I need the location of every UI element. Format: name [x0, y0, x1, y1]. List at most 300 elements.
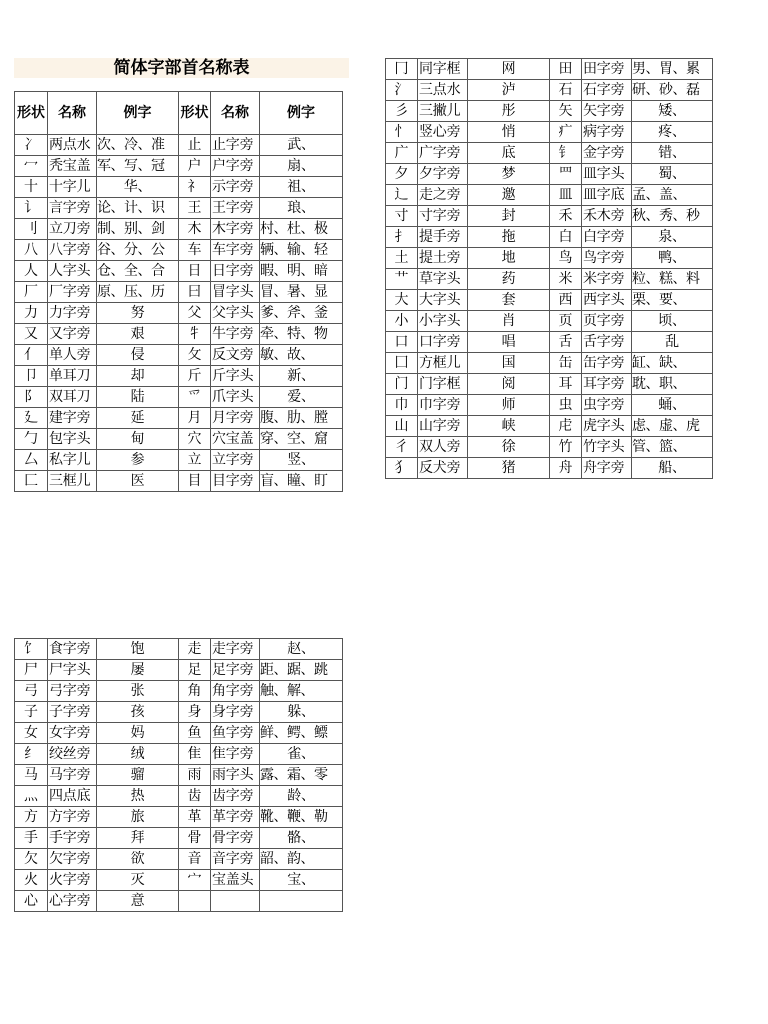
radical-shape: 曰 — [179, 282, 211, 303]
table-row — [15, 303, 343, 324]
example-chars: 热 — [97, 786, 179, 807]
example-chars: 甸 — [97, 429, 179, 450]
radical-shape: 饣 — [15, 639, 48, 660]
radical-name: 耳字旁 — [582, 374, 632, 395]
example-chars: 国 — [468, 353, 550, 374]
radical-name: 双人旁 — [418, 437, 468, 458]
table-row — [15, 744, 343, 765]
radical-name: 鸟字旁 — [582, 248, 632, 269]
radical-shape: 米 — [550, 269, 582, 290]
radical-shape: 彳 — [386, 437, 418, 458]
radical-name: 子字旁 — [48, 702, 97, 723]
example-chars: 爱、 — [260, 387, 343, 408]
example-chars: 参 — [97, 450, 179, 471]
example-chars: 鸭、 — [632, 248, 713, 269]
radical-name: 身字旁 — [211, 702, 260, 723]
example-chars: 地 — [468, 248, 550, 269]
table-row — [15, 639, 343, 660]
radical-name: 户字旁 — [211, 156, 260, 177]
table-row — [386, 269, 713, 290]
radical-shape: 尸 — [15, 660, 48, 681]
table-row — [15, 156, 343, 177]
example-chars: 武、 — [260, 135, 343, 156]
radical-shape: 大 — [386, 290, 418, 311]
example-chars: 华、 — [97, 177, 179, 198]
radical-name: 田字旁 — [582, 59, 632, 80]
radical-shape: 皿 — [550, 185, 582, 206]
example-chars: 军、写、冠 — [97, 156, 179, 177]
radical-name: 同字框 — [418, 59, 468, 80]
header-name: 名称 — [48, 92, 97, 135]
radical-name: 冒字头 — [211, 282, 260, 303]
radical-shape: 舌 — [550, 332, 582, 353]
example-chars: 栗、要、 — [632, 290, 713, 311]
radical-name: 米字旁 — [582, 269, 632, 290]
example-chars: 医 — [97, 471, 179, 492]
example-chars: 船、 — [632, 458, 713, 479]
radical-shape: 弓 — [15, 681, 48, 702]
example-chars: 努 — [97, 303, 179, 324]
radical-name: 雨字头 — [211, 765, 260, 786]
example-chars: 雀、 — [260, 744, 343, 765]
radical-name: 单耳刀 — [48, 366, 97, 387]
radical-shape: 角 — [179, 681, 211, 702]
radical-shape — [179, 891, 211, 912]
table-row — [15, 324, 343, 345]
table-row — [386, 332, 713, 353]
table-row — [386, 80, 713, 101]
radical-shape: 攵 — [179, 345, 211, 366]
radical-shape: 手 — [15, 828, 48, 849]
radical-shape: 鱼 — [179, 723, 211, 744]
radical-name: 手字旁 — [48, 828, 97, 849]
radical-name: 竹字头 — [582, 437, 632, 458]
example-chars: 琅、 — [260, 198, 343, 219]
radical-name: 目字旁 — [211, 471, 260, 492]
radical-name: 舌字旁 — [582, 332, 632, 353]
table-row — [15, 177, 343, 198]
example-chars: 触、解、 — [260, 681, 343, 702]
radical-name: 建字旁 — [48, 408, 97, 429]
radical-name: 车字旁 — [211, 240, 260, 261]
radical-name: 虎字头 — [582, 416, 632, 437]
radical-name — [211, 891, 260, 912]
example-chars: 悄 — [468, 122, 550, 143]
header-example: 例字 — [97, 92, 179, 135]
table-header-row — [15, 92, 343, 135]
radical-shape: 厂 — [15, 282, 48, 303]
radical-shape: 骨 — [179, 828, 211, 849]
table-row — [15, 471, 343, 492]
radical-shape: 竹 — [550, 437, 582, 458]
radical-shape: 目 — [179, 471, 211, 492]
radical-name: 八字旁 — [48, 240, 97, 261]
radical-shape: 亻 — [15, 345, 48, 366]
radical-shape: 辶 — [386, 185, 418, 206]
example-chars: 冒、暑、显 — [260, 282, 343, 303]
radical-shape: 土 — [386, 248, 418, 269]
example-chars: 盲、瞳、盯 — [260, 471, 343, 492]
radical-shape: 纟 — [15, 744, 48, 765]
radical-table-1 — [14, 91, 343, 492]
radical-shape: 立 — [179, 450, 211, 471]
radical-shape: 阝 — [15, 387, 48, 408]
example-chars: 药 — [468, 269, 550, 290]
radical-shape: 讠 — [15, 198, 48, 219]
radical-name: 齿字旁 — [211, 786, 260, 807]
example-chars: 耽、职、 — [632, 374, 713, 395]
table-row — [15, 282, 343, 303]
radical-name: 王字旁 — [211, 198, 260, 219]
radical-shape: 心 — [15, 891, 48, 912]
table-row — [386, 290, 713, 311]
radical-name: 大字头 — [418, 290, 468, 311]
table-row — [15, 723, 343, 744]
table-row — [386, 206, 713, 227]
radical-shape: 又 — [15, 324, 48, 345]
radical-shape: 革 — [179, 807, 211, 828]
example-chars: 宝、 — [260, 870, 343, 891]
example-chars: 原、压、历 — [97, 282, 179, 303]
example-chars: 矮、 — [632, 101, 713, 122]
radical-shape: 广 — [386, 143, 418, 164]
radical-name: 反文旁 — [211, 345, 260, 366]
radical-name: 鱼字旁 — [211, 723, 260, 744]
radical-shape: 山 — [386, 416, 418, 437]
example-chars: 陆 — [97, 387, 179, 408]
radical-shape: 欠 — [15, 849, 48, 870]
table-row — [386, 101, 713, 122]
example-chars: 顷、 — [632, 311, 713, 332]
radical-name: 隹字旁 — [211, 744, 260, 765]
table-row — [386, 374, 713, 395]
radical-name: 私字儿 — [48, 450, 97, 471]
table-row — [15, 135, 343, 156]
example-chars: 套 — [468, 290, 550, 311]
radical-name: 牛字旁 — [211, 324, 260, 345]
example-chars: 妈 — [97, 723, 179, 744]
radical-shape: 灬 — [15, 786, 48, 807]
radical-name: 金字旁 — [582, 143, 632, 164]
radical-shape: 人 — [15, 261, 48, 282]
radical-shape: 月 — [179, 408, 211, 429]
table-row — [15, 345, 343, 366]
radical-shape: 冫 — [15, 135, 48, 156]
radical-name: 示字旁 — [211, 177, 260, 198]
example-chars: 蛹、 — [632, 395, 713, 416]
example-chars: 新、 — [260, 366, 343, 387]
radical-name: 四点底 — [48, 786, 97, 807]
example-chars: 唱 — [468, 332, 550, 353]
example-chars: 泉、 — [632, 227, 713, 248]
radical-name: 绞丝旁 — [48, 744, 97, 765]
radical-shape: 车 — [179, 240, 211, 261]
table-row — [386, 458, 713, 479]
radical-shape: 足 — [179, 660, 211, 681]
example-chars: 延 — [97, 408, 179, 429]
table-row — [386, 59, 713, 80]
example-chars: 孩 — [97, 702, 179, 723]
header-name: 名称 — [211, 92, 260, 135]
table-row — [386, 353, 713, 374]
table-row — [15, 786, 343, 807]
radical-name: 足字旁 — [211, 660, 260, 681]
radical-name: 皿字头 — [582, 164, 632, 185]
radical-shape: 罒 — [550, 164, 582, 185]
table-row — [386, 395, 713, 416]
example-chars: 腹、肋、膛 — [260, 408, 343, 429]
radical-shape: 田 — [550, 59, 582, 80]
example-chars: 辆、输、轻 — [260, 240, 343, 261]
radical-shape: 日 — [179, 261, 211, 282]
radical-name: 夕字旁 — [418, 164, 468, 185]
example-chars: 韶、韵、 — [260, 849, 343, 870]
radical-name: 心字旁 — [48, 891, 97, 912]
radical-shape: 走 — [179, 639, 211, 660]
radical-shape: 王 — [179, 198, 211, 219]
radical-name: 竖心旁 — [418, 122, 468, 143]
example-chars: 制、别、剑 — [97, 219, 179, 240]
example-chars: 欲 — [97, 849, 179, 870]
table-row — [386, 416, 713, 437]
radical-shape: 木 — [179, 219, 211, 240]
example-chars: 邀 — [468, 185, 550, 206]
radical-name: 巾字旁 — [418, 395, 468, 416]
example-chars: 却 — [97, 366, 179, 387]
radical-name: 斤字头 — [211, 366, 260, 387]
radical-name: 音字旁 — [211, 849, 260, 870]
radical-shape: 石 — [550, 80, 582, 101]
radical-shape: 马 — [15, 765, 48, 786]
radical-name: 止字旁 — [211, 135, 260, 156]
radical-shape: 巾 — [386, 395, 418, 416]
radical-shape: 小 — [386, 311, 418, 332]
radical-name: 三框儿 — [48, 471, 97, 492]
radical-name: 寸字旁 — [418, 206, 468, 227]
table-row — [386, 122, 713, 143]
radical-shape: 钅 — [550, 143, 582, 164]
radical-name: 尸字头 — [48, 660, 97, 681]
radical-name: 页字旁 — [582, 311, 632, 332]
example-chars: 封 — [468, 206, 550, 227]
radical-shape: 鸟 — [550, 248, 582, 269]
radical-shape: 白 — [550, 227, 582, 248]
example-chars: 骝 — [97, 765, 179, 786]
radical-shape: 八 — [15, 240, 48, 261]
table-row — [386, 227, 713, 248]
example-chars: 旅 — [97, 807, 179, 828]
radical-name: 虫字旁 — [582, 395, 632, 416]
example-chars: 躲、 — [260, 702, 343, 723]
example-chars: 穿、空、窟 — [260, 429, 343, 450]
radical-name: 两点水 — [48, 135, 97, 156]
radical-name: 宝盖头 — [211, 870, 260, 891]
radical-shape: 爫 — [179, 387, 211, 408]
radical-shape: 子 — [15, 702, 48, 723]
radical-name: 角字旁 — [211, 681, 260, 702]
radical-shape: 疒 — [550, 122, 582, 143]
example-chars: 徐 — [468, 437, 550, 458]
example-chars: 论、计、识 — [97, 198, 179, 219]
table-row — [15, 408, 343, 429]
example-chars: 意 — [97, 891, 179, 912]
radical-shape: 火 — [15, 870, 48, 891]
example-chars: 距、踞、跳 — [260, 660, 343, 681]
radical-name: 立字旁 — [211, 450, 260, 471]
table-row — [15, 366, 343, 387]
radical-table-2 — [385, 58, 713, 479]
radical-name: 欠字旁 — [48, 849, 97, 870]
radical-name: 日字旁 — [211, 261, 260, 282]
table-row — [386, 248, 713, 269]
radical-name: 食字旁 — [48, 639, 97, 660]
example-chars: 管、篮、 — [632, 437, 713, 458]
radical-shape: 犭 — [386, 458, 418, 479]
example-chars: 爹、斧、釜 — [260, 303, 343, 324]
table-row — [15, 261, 343, 282]
example-chars: 缸、缺、 — [632, 353, 713, 374]
example-chars: 扇、 — [260, 156, 343, 177]
page-title: 简体字部首名称表 — [14, 58, 349, 78]
example-chars: 赵、 — [260, 639, 343, 660]
radical-name: 禾木旁 — [582, 206, 632, 227]
example-chars: 竖、 — [260, 450, 343, 471]
example-chars: 次、冷、准 — [97, 135, 179, 156]
table-row — [386, 185, 713, 206]
radical-name: 包字头 — [48, 429, 97, 450]
radical-shape: 门 — [386, 374, 418, 395]
table-row — [15, 240, 343, 261]
radical-name: 白字旁 — [582, 227, 632, 248]
radical-shape: 页 — [550, 311, 582, 332]
table-row — [15, 849, 343, 870]
table-row — [386, 311, 713, 332]
example-chars: 网 — [468, 59, 550, 80]
radical-name: 舟字旁 — [582, 458, 632, 479]
table-row — [15, 387, 343, 408]
example-chars: 靴、鞭、勒 — [260, 807, 343, 828]
table-row — [15, 681, 343, 702]
table-row — [15, 828, 343, 849]
example-chars: 梦 — [468, 164, 550, 185]
example-chars: 师 — [468, 395, 550, 416]
radical-name: 单人旁 — [48, 345, 97, 366]
radical-shape: 匚 — [15, 471, 48, 492]
radical-name: 言字旁 — [48, 198, 97, 219]
radical-shape: 舟 — [550, 458, 582, 479]
example-chars: 蜀、 — [632, 164, 713, 185]
table-row — [15, 765, 343, 786]
radical-shape: 禾 — [550, 206, 582, 227]
radical-shape: 户 — [179, 156, 211, 177]
example-chars: 牵、特、物 — [260, 324, 343, 345]
example-chars: 饱 — [97, 639, 179, 660]
radical-name: 骨字旁 — [211, 828, 260, 849]
example-chars: 拖 — [468, 227, 550, 248]
example-chars: 研、砂、磊 — [632, 80, 713, 101]
radical-name: 父字头 — [211, 303, 260, 324]
table-row — [15, 870, 343, 891]
radical-name: 三撇儿 — [418, 101, 468, 122]
radical-shape: 矢 — [550, 101, 582, 122]
table-row — [15, 429, 343, 450]
radical-name: 方框儿 — [418, 353, 468, 374]
radical-name: 口字旁 — [418, 332, 468, 353]
radical-shape: 耳 — [550, 374, 582, 395]
example-chars: 艰 — [97, 324, 179, 345]
example-chars — [260, 891, 343, 912]
table-row — [15, 807, 343, 828]
radical-name: 月字旁 — [211, 408, 260, 429]
radical-shape: 止 — [179, 135, 211, 156]
radical-shape: 寸 — [386, 206, 418, 227]
example-chars: 肖 — [468, 311, 550, 332]
radical-name: 小字头 — [418, 311, 468, 332]
radical-name: 矢字旁 — [582, 101, 632, 122]
radical-shape: 穴 — [179, 429, 211, 450]
table-row — [386, 164, 713, 185]
example-chars: 屡 — [97, 660, 179, 681]
radical-shape: 齿 — [179, 786, 211, 807]
radical-name: 火字旁 — [48, 870, 97, 891]
radical-shape: 音 — [179, 849, 211, 870]
radical-shape: 牜 — [179, 324, 211, 345]
radical-shape: 夕 — [386, 164, 418, 185]
radical-shape: 厶 — [15, 450, 48, 471]
radical-name: 缶字旁 — [582, 353, 632, 374]
radical-shape: 艹 — [386, 269, 418, 290]
radical-shape: 父 — [179, 303, 211, 324]
radical-name: 方字旁 — [48, 807, 97, 828]
example-chars: 猪 — [468, 458, 550, 479]
table-row — [15, 891, 343, 912]
example-chars: 露、霜、零 — [260, 765, 343, 786]
header-example: 例字 — [260, 92, 343, 135]
example-chars: 虑、虚、虎 — [632, 416, 713, 437]
table-row — [15, 219, 343, 240]
example-chars: 男、胃、累 — [632, 59, 713, 80]
radical-name: 马字旁 — [48, 765, 97, 786]
radical-shape: 西 — [550, 290, 582, 311]
header-shape: 形状 — [179, 92, 211, 135]
radical-shape: 卩 — [15, 366, 48, 387]
radical-name: 反犬旁 — [418, 458, 468, 479]
radical-shape: 扌 — [386, 227, 418, 248]
radical-shape: 力 — [15, 303, 48, 324]
example-chars: 拜 — [97, 828, 179, 849]
example-chars: 泸 — [468, 80, 550, 101]
radical-shape: 缶 — [550, 353, 582, 374]
radical-name: 走之旁 — [418, 185, 468, 206]
example-chars: 彤 — [468, 101, 550, 122]
radical-name: 厂字旁 — [48, 282, 97, 303]
radical-name: 三点水 — [418, 80, 468, 101]
radical-shape: 十 — [15, 177, 48, 198]
example-chars: 孟、盖、 — [632, 185, 713, 206]
example-chars: 疼、 — [632, 122, 713, 143]
radical-shape: 虫 — [550, 395, 582, 416]
table-row — [386, 143, 713, 164]
example-chars: 张 — [97, 681, 179, 702]
radical-name: 弓字旁 — [48, 681, 97, 702]
radical-name: 广字旁 — [418, 143, 468, 164]
radical-name: 秃宝盖 — [48, 156, 97, 177]
example-chars: 乱 — [632, 332, 713, 353]
radical-name: 力字旁 — [48, 303, 97, 324]
radical-shape: 廴 — [15, 408, 48, 429]
radical-name: 人字头 — [48, 261, 97, 282]
radical-shape: 忄 — [386, 122, 418, 143]
